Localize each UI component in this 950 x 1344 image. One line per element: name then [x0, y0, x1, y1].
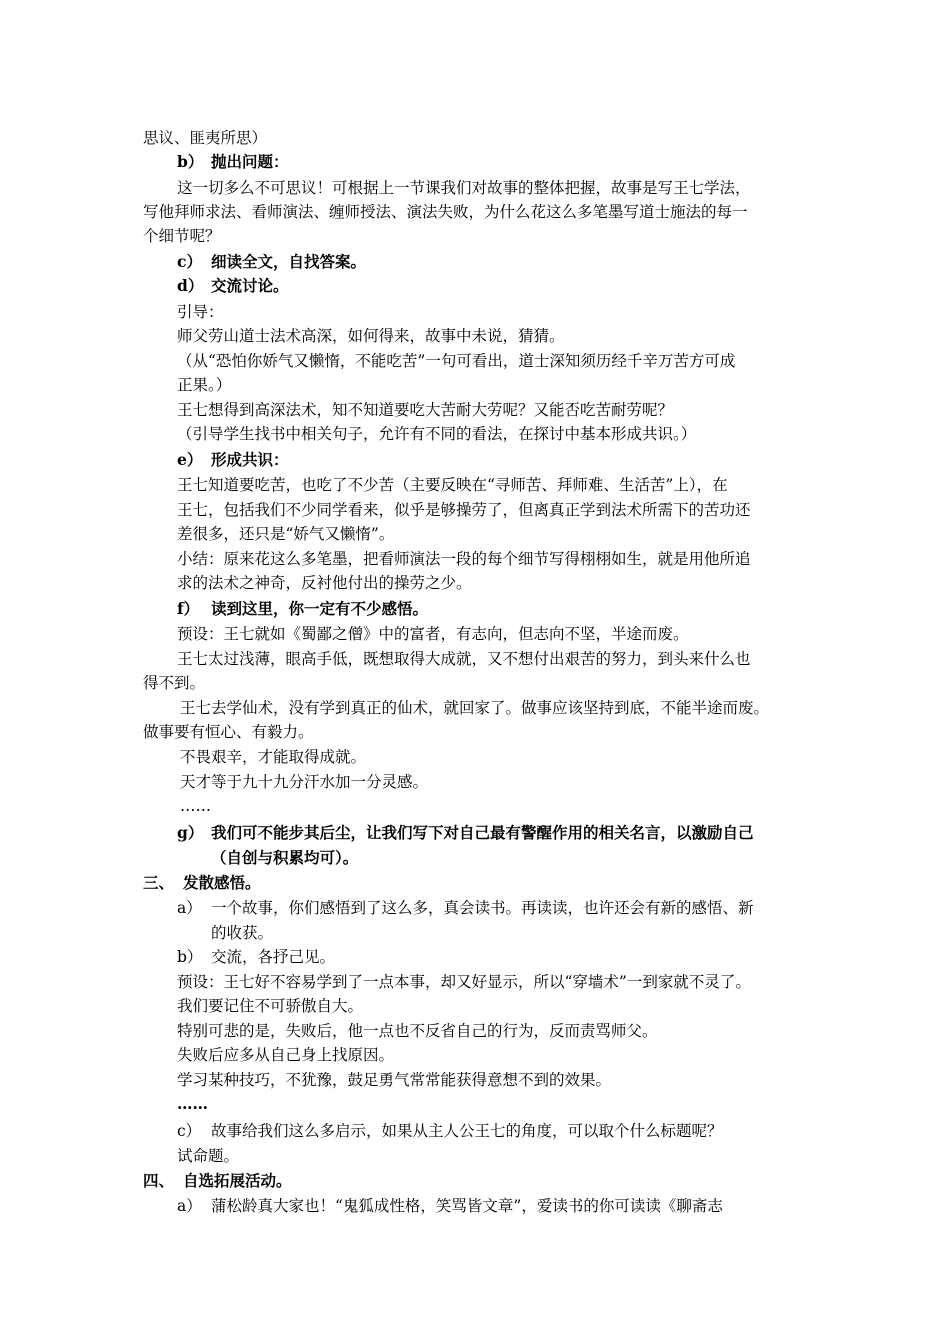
text-line: 求的法术之神奇，反衬他付出的操劳之少。 [177, 574, 472, 592]
heading-text: 我们可不能步其后尘，让我们写下对自己最有警醒作用的相关名言，以激励自己 [211, 823, 754, 842]
text-line: （引导学生找书中相关句子，允许有不同的看法，在探讨中基本形成共识。） [177, 425, 697, 443]
text-line: 做事要有恒心、有毅力。 [143, 723, 314, 741]
text-line: 个细节呢？ [143, 227, 221, 245]
text-line: 王七去学仙术，没有学到真正的仙术，就回家了。做事应该坚持到底，不能半途而废。 [180, 699, 770, 717]
text-line: 试命题。 [177, 1147, 240, 1165]
step-heading [177, 822, 754, 844]
heading-text: 抛出问题： [211, 152, 289, 171]
item-text: 故事给我们这么多启示，如果从主人公王七的角度，可以取个什么标题呢？ [211, 1122, 723, 1140]
text-line: 王七，包括我们不少同学看来，似乎是够操劳了，但离真正学到法术所需下的苦功还 [177, 501, 751, 519]
section-number: 三、 [143, 873, 175, 892]
text-line: 写他拜师求法、看师演法、缠师授法、演法失败，为什么花这么多笔墨写道士施法的每一 [143, 203, 748, 221]
text-line: 预设：王七就如《蜀鄙之僧》中的富者，有志向，但志向不坚，半途而废。 [177, 625, 689, 643]
item-label: c） [177, 1122, 202, 1140]
text-line: 师父劳山道士法术高深，如何得来，故事中未说，猜猜。 [177, 327, 565, 345]
text-line: 小结：原来花这么多笔墨，把看师演法一段的每个细节写得栩栩如生，就是用他所追 [177, 550, 751, 568]
text-line: 王七太过浅薄，眼高手低，既想取得大成就，又不想付出艰苦的努力，到头来什么也 [177, 650, 751, 668]
step-heading [177, 275, 289, 297]
item-label: e） [177, 450, 203, 469]
step-heading [177, 449, 289, 471]
text-line: 天才等于九十九分汗水加一分灵感。 [180, 773, 429, 791]
heading-text: 读到这里，你一定有不少感悟。 [211, 599, 429, 618]
step-heading [177, 151, 289, 173]
text-line: 这一切多么不可思议！可根据上一节课我们对故事的整体把握，故事是写王七学法， [177, 179, 751, 197]
heading-text: 形成共识： [211, 450, 289, 469]
text-line: 思议、匪夷所思） [143, 129, 268, 147]
section-number: 四、 [143, 1171, 175, 1190]
step-heading [177, 251, 366, 273]
text-line: 学习某种技巧，不犹豫，鼓足勇气常常能获得意想不到的效果。 [177, 1071, 612, 1089]
heading-text: 自选拓展活动。 [183, 1171, 292, 1190]
item-text: 一个故事，你们感悟到了这么多，真会读书。再读读，也许还会有新的感悟、新 [211, 899, 754, 917]
list-item [177, 946, 335, 968]
section-heading [143, 1170, 292, 1192]
step-heading [177, 598, 428, 620]
item-label: c） [177, 252, 202, 271]
list-item [177, 897, 754, 919]
text-line: 得不到。 [143, 674, 206, 692]
section-heading [143, 872, 261, 894]
heading-text: 交流讨论。 [211, 276, 289, 295]
text-line: 正果。） [177, 376, 232, 394]
ellipsis: …… [180, 797, 211, 815]
heading-continuation: （自创与积累均可）。 [211, 848, 359, 867]
text-line: 不畏艰辛，才能取得成就。 [180, 748, 367, 766]
item-text: 交流，各抒己见。 [211, 948, 336, 966]
item-label: g） [177, 823, 204, 842]
text-line: 的收获。 [211, 924, 274, 942]
list-item [177, 1120, 723, 1142]
item-label: b） [177, 152, 204, 171]
item-label: a） [177, 1197, 202, 1215]
item-label: b） [177, 948, 203, 966]
text-line: 引导： [177, 303, 224, 321]
list-item [177, 1195, 723, 1217]
ellipsis: …… [177, 1094, 208, 1113]
heading-text: 细读全文，自找答案。 [211, 252, 367, 271]
text-line: 我们要记住不可骄傲自大。 [177, 997, 364, 1015]
item-label: d） [177, 276, 204, 295]
text-line: （从“恐怕你娇气又懒惰，不能吃苦”一句可看出，道士深知须历经千辛万苦方可成 [177, 352, 736, 370]
text-line: 失败后应多从自己身上找原因。 [177, 1046, 395, 1064]
item-label: f） [177, 599, 200, 618]
text-line: 王七知道要吃苦，也吃了不少苦（主要反映在“寻师苦、拜师难、生活苦”上），在 [177, 476, 728, 494]
text-line: 特别可悲的是，失败后，他一点也不反省自己的行为，反而责骂师父。 [177, 1022, 658, 1040]
item-text: 蒲松龄真大家也！“鬼狐成性格，笑骂皆文章”，爱读书的你可读读《聊斋志 [211, 1197, 723, 1215]
heading-text: 发散感悟。 [183, 873, 261, 892]
text-line: 王七想得到高深法术，知不知道要吃大苦耐大劳呢？又能否吃苦耐劳呢？ [177, 401, 674, 419]
item-label: a） [177, 899, 202, 917]
text-line: 差很多，还只是“娇气又懒惰”。 [177, 525, 395, 543]
text-line: 预设：王七好不容易学到了一点本事，却又好显示，所以“穿墙术”一到家就不灵了。 [177, 973, 751, 991]
